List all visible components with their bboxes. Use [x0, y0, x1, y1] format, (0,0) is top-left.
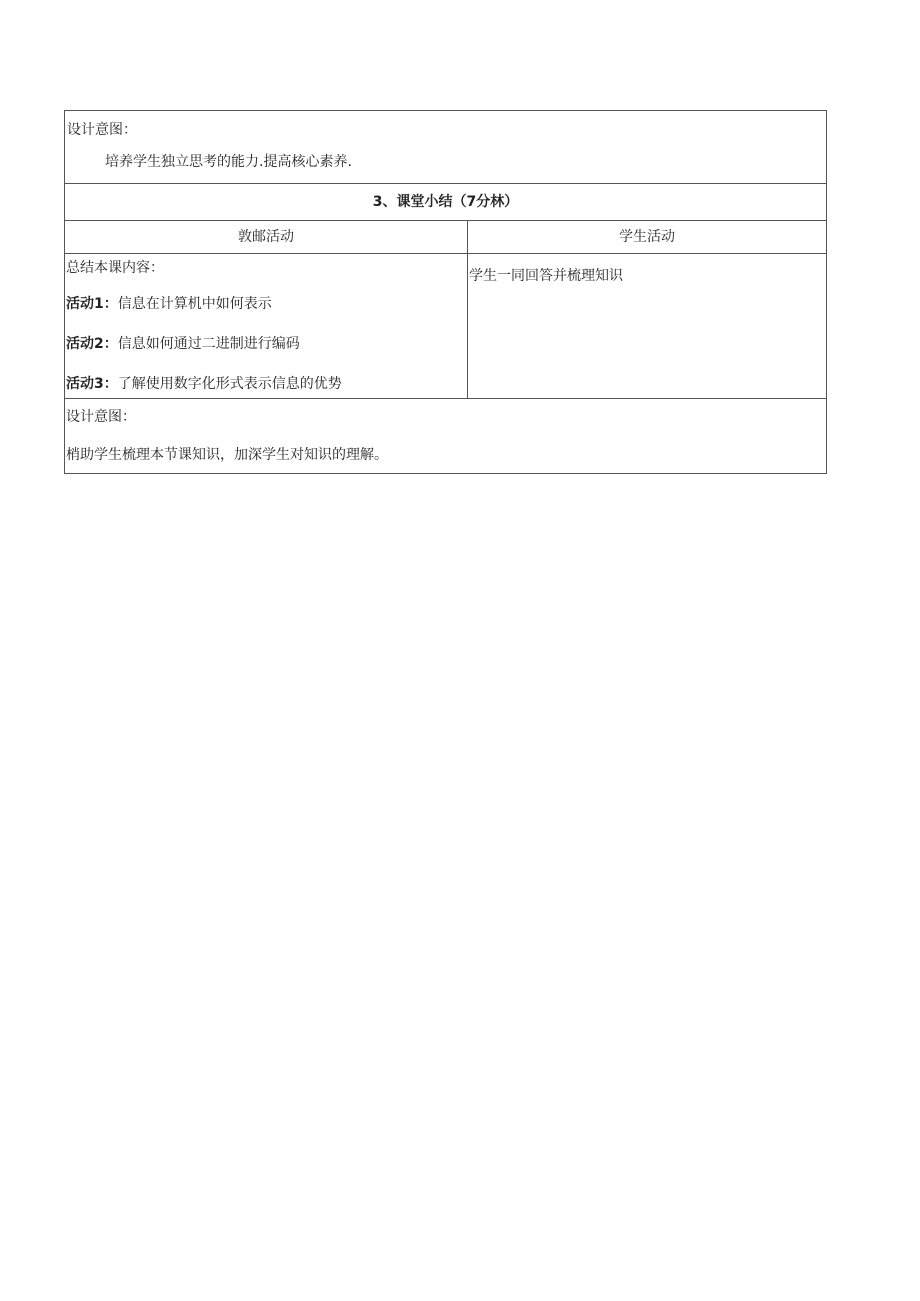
section-title-row	[65, 184, 827, 221]
activity-item-1	[65, 294, 467, 334]
teacher-activity-intro: 总结本课内容：	[66, 260, 164, 276]
design-intent-text-2: 梢助学生梳理本节课知识，加深学生对知识的理解。	[66, 447, 388, 463]
design-intent-text-1: 培养学生独立思考的能力.提高核心素养.	[105, 154, 352, 170]
activity-item-3-text: 了解使用数字化形式表示信息的优势	[117, 376, 342, 392]
activity-item-2-label: 活动2：	[66, 336, 118, 352]
design-intent-row-1	[65, 111, 827, 184]
activity-row	[65, 254, 827, 399]
design-intent-row-2	[65, 399, 827, 474]
design-intent-label-2: 设计意图：	[66, 409, 136, 425]
design-intent-label-1: 设计意图：	[67, 122, 137, 138]
student-activity-header: 学生活动	[468, 221, 827, 254]
activity-item-1-text: 信息在计算机中如何表示	[117, 296, 272, 312]
column-header-row	[65, 221, 827, 254]
section-title: 3、课堂小结（7分林）	[65, 184, 827, 221]
activity-item-3	[65, 374, 467, 398]
activity-item-3-label: 活动3：	[66, 376, 118, 392]
activity-item-2-text: 信息如何通过二进制进行编码	[117, 336, 300, 352]
activity-item-2	[65, 334, 467, 374]
student-activity-cell	[468, 254, 827, 399]
design-intent-cell-1	[65, 111, 827, 184]
student-activity-text: 学生一同回答并梳理知识	[469, 268, 623, 284]
teacher-activity-header: 敦邮活动	[65, 221, 468, 254]
activity-item-1-label: 活动1：	[66, 296, 118, 312]
teacher-activity-cell	[65, 254, 468, 399]
design-intent-cell-2	[65, 399, 827, 474]
lesson-plan-table	[64, 110, 827, 474]
